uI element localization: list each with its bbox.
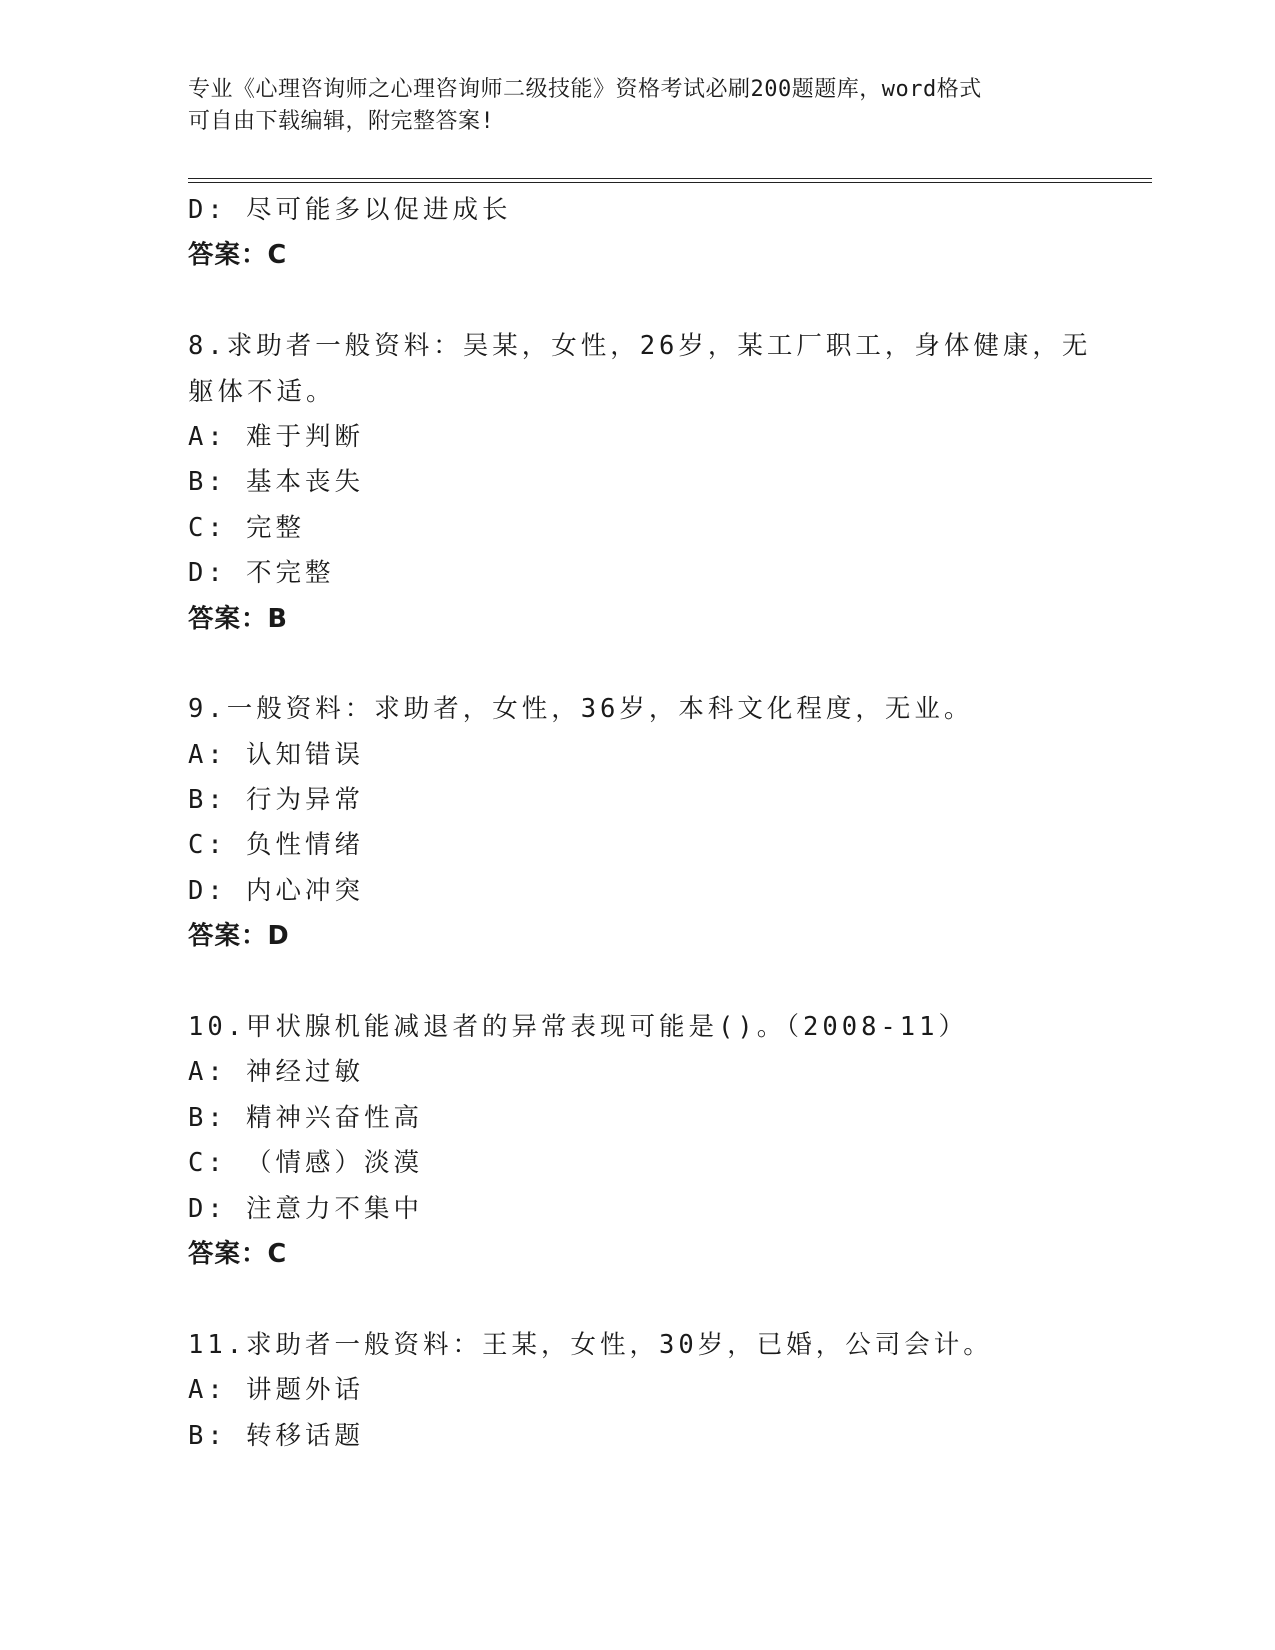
option-d: D: 内心冲突 (188, 875, 365, 906)
option-c: C: 负性情绪 (188, 830, 365, 861)
spacer (188, 1277, 1088, 1322)
option-d: D: 不完整 (188, 558, 335, 589)
question-stem-continued: 躯体不适。 (188, 376, 336, 407)
header-divider (188, 178, 1152, 183)
answer: 答案：C (188, 240, 288, 271)
page-header (188, 74, 1088, 138)
question-stem: 11.求助者一般资料：王某，女性，30岁，已婚，公司会计。 (188, 1329, 993, 1360)
question-8 (188, 324, 1092, 642)
option-b: B: 精神兴奋性高 (188, 1102, 424, 1133)
option-b: B: 行为异常 (188, 785, 365, 816)
option-a: A: 难于判断 (188, 421, 365, 452)
option-b: B: 基本丧失 (188, 467, 365, 498)
spacer (188, 642, 1088, 687)
option-a: A: 讲题外话 (188, 1375, 365, 1406)
option-a: A: 认知错误 (188, 739, 365, 770)
header-title-line-1: 专业《心理咨询师之心理咨询师二级技能》资格考试必刷200题题库，word格式 (188, 77, 982, 102)
option-d: D: 尽可能多以促进成长 (188, 195, 512, 225)
option-d: D: 注意力不集中 (188, 1193, 424, 1224)
header-title-line-2: 可自由下载编辑，附完整答案! (188, 109, 495, 134)
question-stem: 9.一般资料：求助者，女性，36岁，本科文化程度，无业。 (188, 694, 974, 725)
question-9 (188, 687, 1088, 959)
spacer (188, 279, 1088, 324)
question-stem: 10.甲状腺机能减退者的异常表现可能是()。（2008-11） (188, 1012, 968, 1043)
question-11 (188, 1323, 1088, 1459)
answer: 答案：C (188, 1238, 288, 1269)
question-7-tail (188, 188, 1088, 279)
option-c: C: 完整 (188, 512, 306, 543)
question-stem: 8.求助者一般资料：吴某，女性，26岁，某工厂职工，身体健康，无 (188, 331, 1092, 362)
option-c: C: （情感）淡漠 (188, 1148, 424, 1179)
question-list (188, 188, 1092, 1459)
answer: 答案：D (188, 921, 290, 952)
option-a: A: 神经过敏 (188, 1057, 365, 1088)
option-b: B: 转移话题 (188, 1420, 365, 1451)
answer: 答案：B (188, 603, 288, 634)
spacer (188, 960, 1088, 1005)
question-10 (188, 1005, 1088, 1277)
